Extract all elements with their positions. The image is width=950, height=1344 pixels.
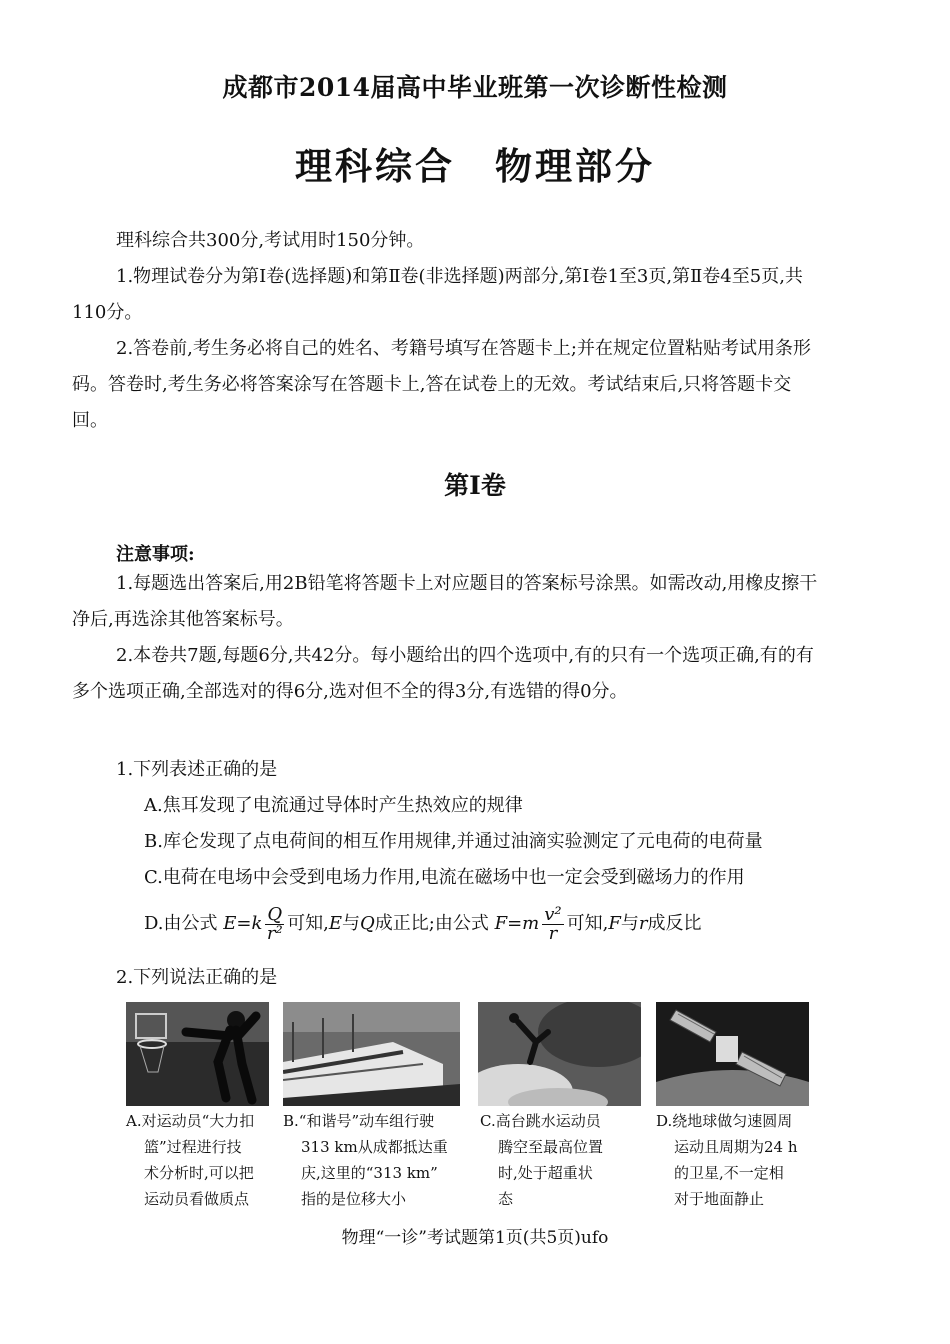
formula-f-lhs: F=m	[494, 913, 540, 934]
caption-line: D.绕地球做匀速圆周	[656, 1112, 793, 1130]
page-footer: 物理“一诊”考试题第1页(共5页)ufo	[341, 1228, 609, 1248]
caption-line: 腾空至最高位置	[498, 1138, 604, 1156]
caption-line: 313 km从成都抵达重	[301, 1138, 448, 1156]
symbol-e: E	[328, 913, 343, 934]
note-2: 2.本卷共7题,每题6分,共42分。每小题给出的四个选项中,有的只有一个选项正确,有的有多个选项正确,全部选对的得6分,选对但不全的得3分,有选错的得0分。	[72, 645, 814, 702]
fraction-denominator: r²	[266, 922, 283, 944]
option-d-text: 可知,	[566, 913, 609, 934]
exam-title: 成都市2014届高中毕业班第一次诊断性检测	[222, 73, 728, 102]
caption-line: 庆,这里的“313 km”	[301, 1164, 438, 1182]
symbol-f: F	[608, 913, 621, 934]
intro-paragraph-2: 2.答卷前,考生务必将自己的姓名、考籍号填写在答题卡上;并在规定位置粘贴考试用条形码。答卷时,考生务必将答案涂写在答题卡上,答在试卷上的无效。考试结束后,只将答题卡交回。	[72, 338, 811, 431]
caption-line: 对于地面静止	[674, 1190, 765, 1208]
photo-high-diving	[478, 1002, 641, 1106]
caption-c	[480, 1108, 640, 1212]
caption-line: 术分析时,可以把	[144, 1164, 254, 1182]
intro-paragraph-1: 1.物理试卷分为第Ⅰ卷(选择题)和第Ⅱ卷(非选择题)两部分,第Ⅰ卷1至3页,第Ⅱ卷4至5页,共110分。	[72, 266, 803, 323]
fraction-numerator: v²	[544, 903, 562, 925]
question-1-option-c: C.电荷在电场中会受到电场力作用,电流在磁场中也一定会受到磁场力的作用	[144, 867, 745, 888]
section-title: 第Ⅰ卷	[444, 471, 506, 500]
question-1-option-b: B.库仑发现了点电荷间的相互作用规律,并通过油滴实验测定了元电荷的电荷量	[144, 831, 763, 852]
fraction-numerator: Q	[267, 903, 283, 925]
caption-line: A.对运动员“大力扣	[126, 1112, 255, 1130]
caption-line: 态	[498, 1190, 514, 1208]
note-1: 1.每题选出答案后,用2B铅笔将答题卡上对应题目的答案标号涂黑。如需改动,用橡皮擦干净后,再选涂其他答案标号。	[72, 573, 818, 630]
photo-high-speed-train	[283, 1002, 460, 1106]
option-d-prefix: D.由公式	[144, 913, 218, 934]
photo-basketball-dunk	[126, 1002, 269, 1106]
notes-title: 注意事项:	[116, 544, 195, 565]
caption-line: 的卫星,不一定相	[674, 1164, 784, 1182]
caption-line: 时,处于超重状	[498, 1164, 593, 1182]
caption-b	[283, 1108, 468, 1212]
caption-line: 指的是位移大小	[301, 1190, 407, 1208]
caption-line: B.“和谐号”动车组行驶	[283, 1112, 435, 1130]
symbol-q: Q	[360, 913, 375, 934]
caption-line: 篮”过程进行技	[144, 1138, 242, 1156]
fraction-v2-over-r	[542, 903, 563, 944]
caption-d	[656, 1108, 816, 1212]
option-d-text: 可知,	[287, 913, 329, 934]
caption-a	[126, 1108, 274, 1212]
intro-line: 理科综合共300分,考试用时150分钟。	[116, 230, 425, 251]
symbol-r: r	[638, 913, 648, 934]
caption-line: 运动员看做质点	[144, 1190, 250, 1208]
option-d-text: 成正比;由公式	[374, 913, 489, 934]
caption-line: 运动且周期为24 h	[674, 1138, 798, 1156]
exam-subtitle: 理科综合 物理部分	[295, 144, 655, 188]
question-1-stem: 1.下列表述正确的是	[116, 759, 278, 780]
option-d-text: 与	[342, 913, 361, 934]
caption-line: C.高台跳水运动员	[480, 1112, 601, 1130]
photo-satellite	[656, 1002, 809, 1106]
fraction-q-over-r2	[265, 903, 284, 944]
question-2-stem: 2.下列说法正确的是	[116, 967, 278, 988]
formula-e-lhs: E=k	[223, 913, 263, 934]
fraction-denominator: r	[548, 922, 558, 944]
option-d-text: 与	[620, 913, 639, 934]
option-d-text: 成反比	[647, 913, 702, 934]
question-1-option-a: A.焦耳发现了电流通过导体时产生热效应的规律	[144, 795, 523, 816]
question-1-option-d	[144, 900, 701, 948]
